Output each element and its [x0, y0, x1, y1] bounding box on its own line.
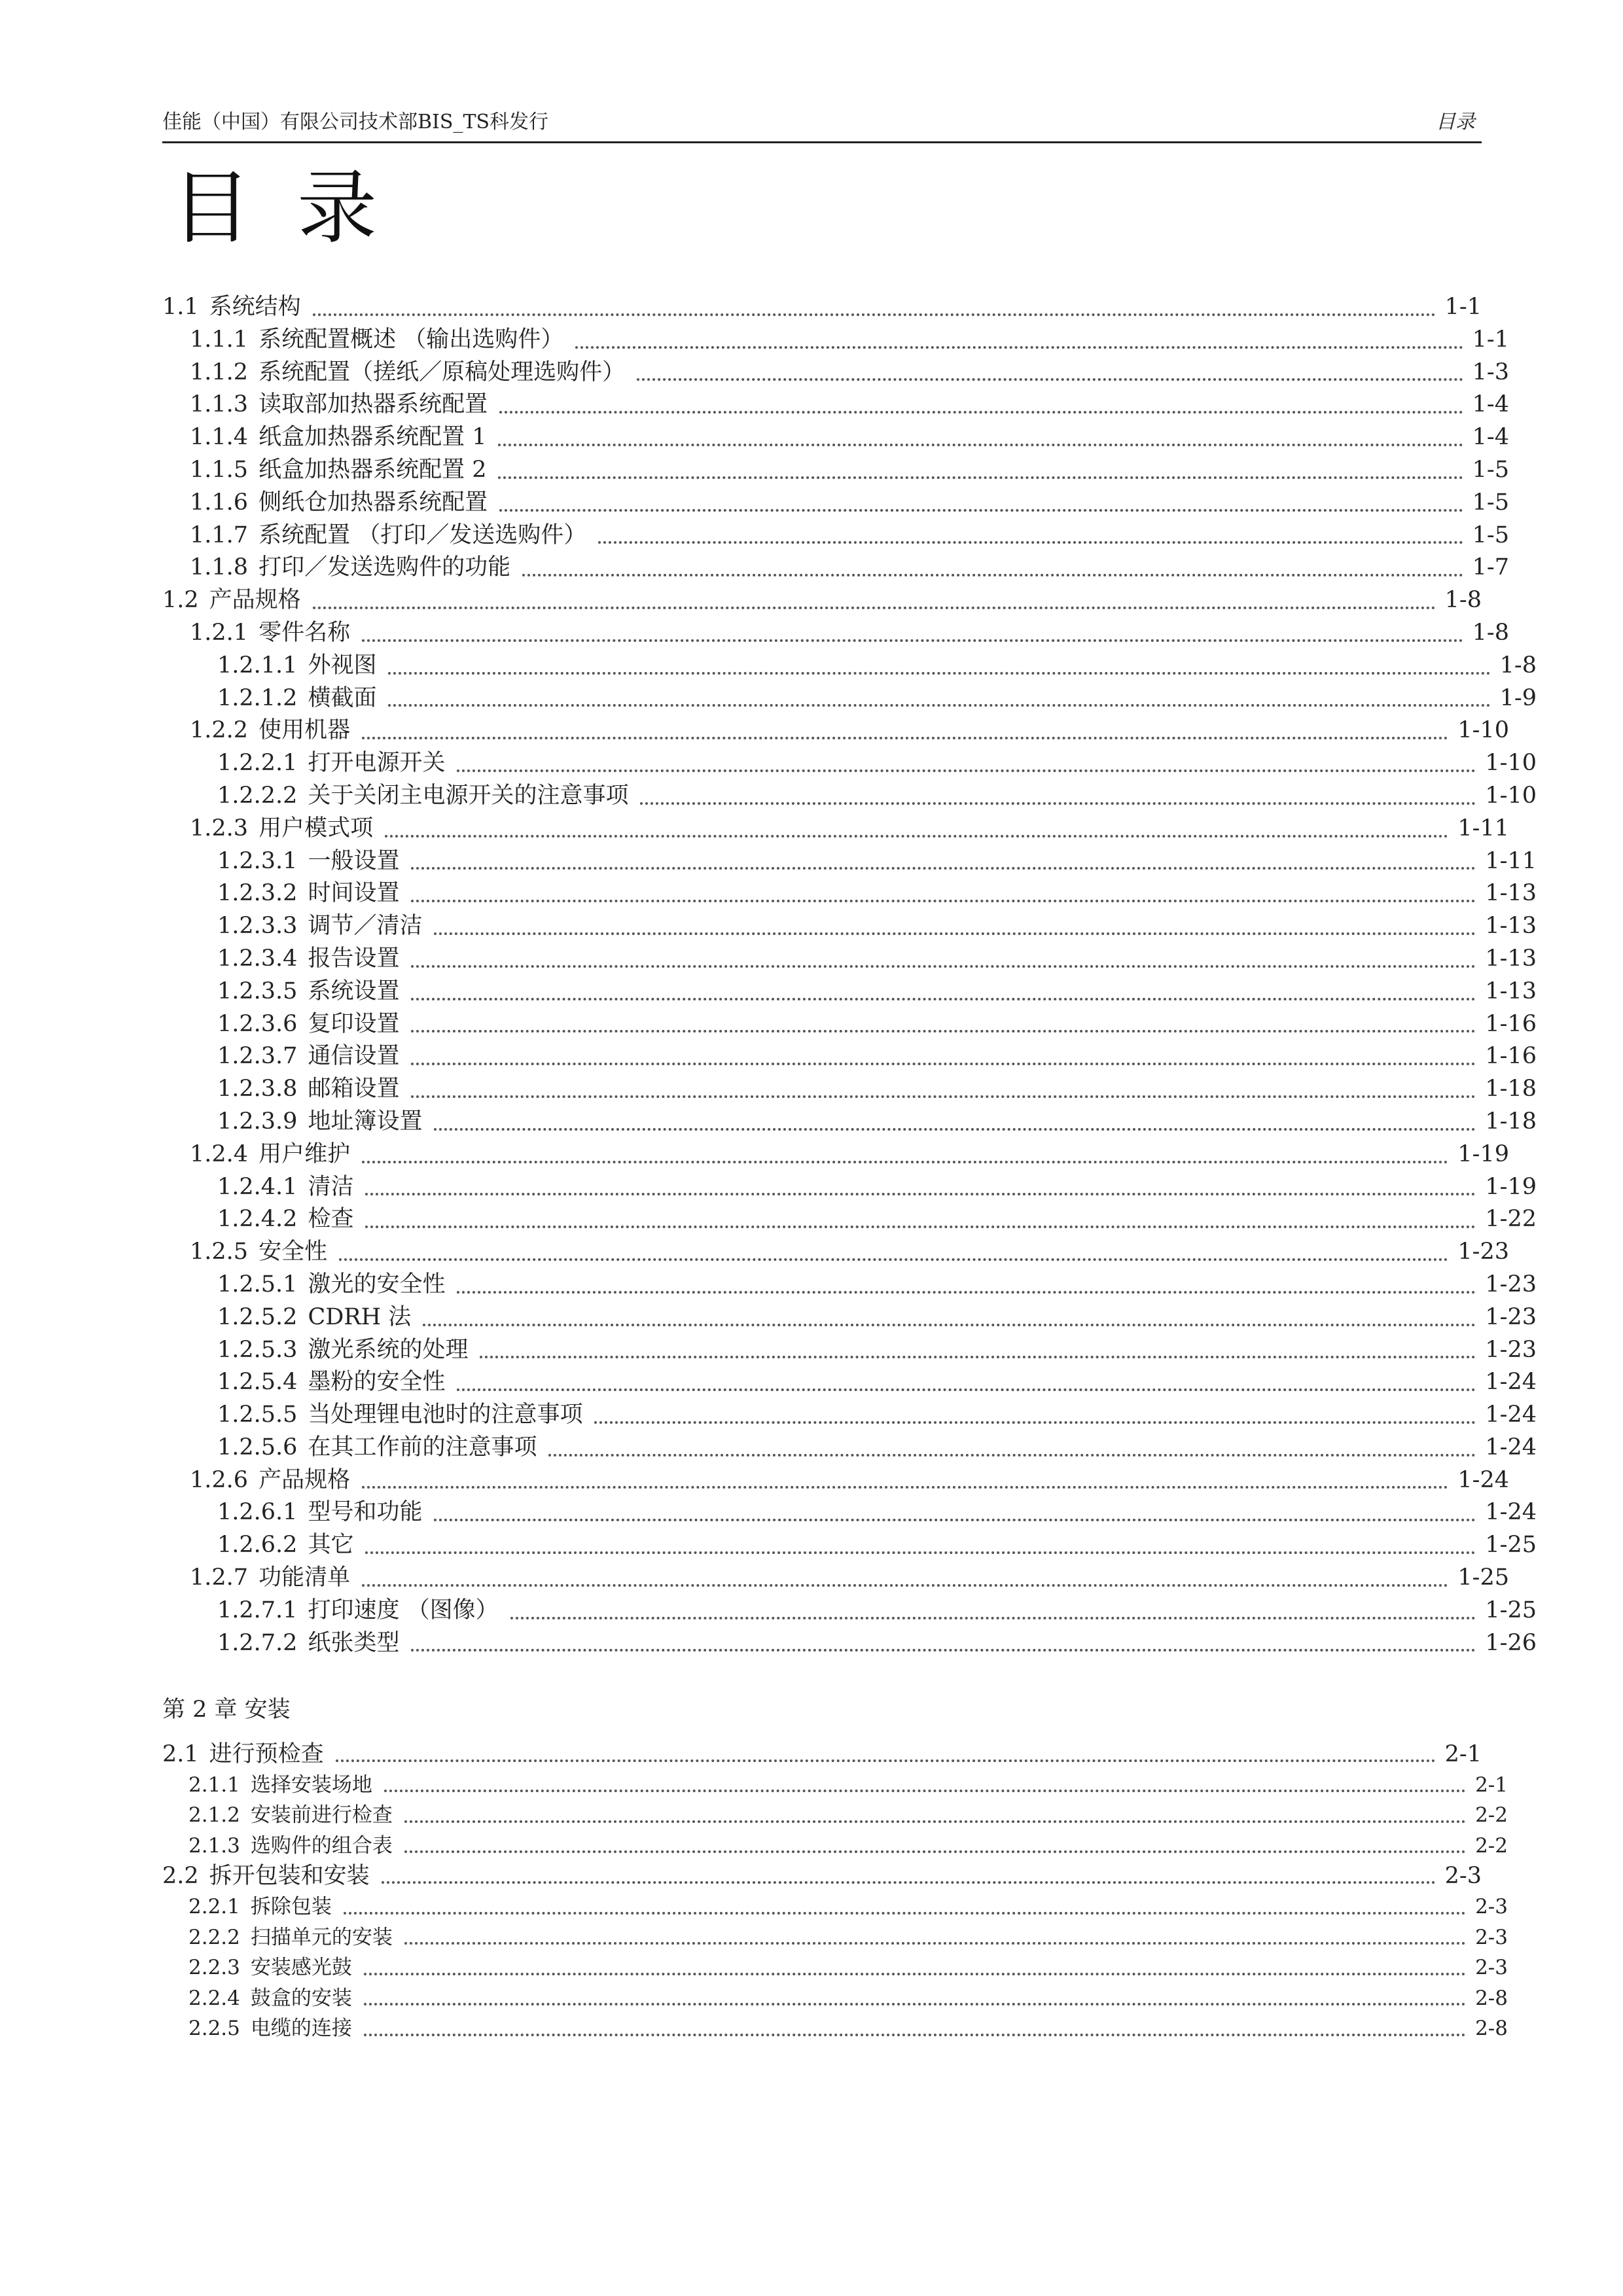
- toc-entry-number: 1.2.5.4: [217, 1369, 298, 1396]
- toc-dot-leader: [498, 444, 1463, 446]
- toc-entry-number: 1.2.5.3: [217, 1336, 298, 1363]
- toc-entry-number: 2.1: [162, 1741, 199, 1767]
- toc-entry[interactable]: [162, 715, 1509, 747]
- toc-dot-leader: [362, 1486, 1448, 1489]
- toc-entry-number: 1.1.1: [190, 326, 249, 353]
- toc-entry[interactable]: [162, 1366, 1537, 1399]
- toc-dot-leader: [364, 2003, 1466, 2005]
- toc-entry-page: 1-7: [1472, 554, 1509, 581]
- toc-dot-leader: [434, 1519, 1476, 1521]
- toc-entry-number: 1.1.6: [190, 489, 249, 516]
- toc-entry-number: 1.2.4.2: [217, 1206, 298, 1233]
- toc-entry-title: 纸盒加热器系统配置 1: [259, 424, 487, 451]
- toc-entry[interactable]: [162, 1529, 1537, 1562]
- toc-entry[interactable]: [162, 877, 1537, 910]
- toc-entry[interactable]: [162, 2013, 1508, 2044]
- toc-entry-title: 选购件的组合表: [250, 1833, 393, 1858]
- toc-entry-title: 侧纸仓加热器系统配置: [259, 489, 488, 516]
- toc-entry-page: 1-22: [1485, 1206, 1537, 1233]
- toc-entry-number: 1.2.4.1: [217, 1173, 298, 1200]
- toc-dot-leader: [480, 1356, 1476, 1358]
- toc-entry-title: 系统配置（搓纸／原稿处理选购件）: [259, 359, 626, 385]
- page-title: 目录: [171, 162, 423, 255]
- toc-dot-leader: [637, 378, 1463, 381]
- toc-dot-leader: [499, 509, 1463, 512]
- toc-chapter-1: [162, 291, 1537, 1659]
- toc-entry-number: 1.2.2: [190, 717, 249, 744]
- toc-entry-title: 型号和功能: [308, 1499, 423, 1526]
- toc-entry[interactable]: [162, 1236, 1509, 1269]
- toc-entry-page: 1-5: [1472, 489, 1509, 516]
- toc-entry-title: 系统设置: [308, 978, 400, 1004]
- toc-entry-number: 1.2.5: [190, 1239, 249, 1265]
- toc-entry[interactable]: [162, 1831, 1508, 1862]
- toc-entry-page: 1-8: [1444, 587, 1482, 614]
- toc-entry-number: 1.1: [162, 294, 199, 320]
- header-publisher: 佳能（中国）有限公司技术部BIS_TS科发行: [162, 111, 549, 133]
- toc-chapter-2: [162, 1739, 1508, 2044]
- toc-dot-leader: [313, 313, 1436, 316]
- toc-entry-page: 1-24: [1485, 1499, 1537, 1526]
- toc-entry[interactable]: [162, 584, 1482, 617]
- toc-entry-page: 1-18: [1485, 1076, 1537, 1103]
- toc-entry-title: 安全性: [259, 1239, 328, 1265]
- toc-entry-title: 产品规格: [209, 587, 301, 614]
- toc-entry-number: 1.2.5.2: [217, 1303, 298, 1330]
- toc-entry-title: 进行预检查: [209, 1741, 324, 1767]
- toc-dot-leader: [336, 1759, 1436, 1762]
- toc-entry[interactable]: [162, 1464, 1509, 1497]
- toc-dot-leader: [344, 1912, 1466, 1915]
- toc-entry-number: 2.1.2: [188, 1803, 240, 1828]
- toc-dot-leader: [365, 1193, 1476, 1195]
- toc-entry-number: 1.2.3.1: [217, 847, 298, 874]
- toc-dot-leader: [457, 1291, 1476, 1294]
- toc-dot-leader: [313, 607, 1436, 609]
- toc-dot-leader: [411, 1063, 1476, 1065]
- toc-entry[interactable]: [162, 650, 1537, 682]
- toc-entry-page: 2-3: [1475, 1956, 1508, 1980]
- toc-entry-page: 1-11: [1485, 847, 1537, 874]
- toc-dot-leader: [423, 1324, 1476, 1326]
- toc-entry-title: 激光系统的处理: [308, 1336, 469, 1363]
- toc-entry-title: 当处理锂电池时的注意事项: [308, 1402, 583, 1428]
- toc-entry-number: 1.2.3.4: [217, 945, 298, 972]
- toc-entry-number: 2.2.1: [188, 1894, 240, 1918]
- toc-entry-page: 1-3: [1472, 359, 1509, 385]
- toc-entry-page: 2-3: [1444, 1863, 1482, 1890]
- toc-entry-page: 1-25: [1485, 1532, 1537, 1559]
- toc-dot-leader: [365, 1551, 1476, 1554]
- toc-entry-number: 1.1.4: [190, 424, 249, 451]
- toc-entry-title: 打印／发送选购件的功能: [259, 554, 511, 581]
- toc-dot-leader: [411, 1649, 1476, 1651]
- toc-entry[interactable]: [162, 1800, 1508, 1831]
- toc-dot-leader: [498, 476, 1463, 479]
- toc-entry-number: 1.2.3: [190, 815, 249, 841]
- toc-entry-page: 2-2: [1475, 1833, 1508, 1858]
- toc-dot-leader: [411, 867, 1476, 870]
- toc-entry-page: 1-13: [1485, 945, 1537, 972]
- toc-entry-page: 1-13: [1485, 880, 1537, 907]
- toc-entry-number: 1.2.1.1: [217, 652, 298, 679]
- toc-entry-page: 1-16: [1485, 1010, 1537, 1037]
- toc-entry-page: 1-23: [1485, 1336, 1537, 1363]
- toc-dot-leader: [385, 835, 1448, 838]
- toc-dot-leader: [362, 1161, 1448, 1163]
- toc-entry-number: 1.2.3.6: [217, 1010, 298, 1037]
- toc-dot-leader: [364, 1973, 1466, 1975]
- toc-entry[interactable]: [162, 1073, 1537, 1106]
- toc-entry-title: 地址簿设置: [308, 1108, 423, 1135]
- toc-dot-leader: [457, 1388, 1476, 1391]
- toc-entry[interactable]: [162, 520, 1509, 552]
- header-section-name: 目录: [1436, 111, 1475, 133]
- toc-entry[interactable]: [162, 682, 1537, 715]
- toc-entry[interactable]: [162, 1334, 1537, 1367]
- toc-entry[interactable]: [162, 487, 1509, 520]
- toc-dot-leader: [548, 1454, 1476, 1457]
- toc-entry-number: 1.2.6.2: [217, 1532, 298, 1559]
- toc-entry-page: 2-3: [1475, 1925, 1508, 1949]
- toc-entry-page: 1-16: [1485, 1043, 1537, 1070]
- toc-entry-page: 2-1: [1444, 1741, 1482, 1767]
- toc-entry-number: 1.1.2: [190, 359, 249, 385]
- toc-entry[interactable]: [162, 389, 1509, 421]
- toc-entry-page: 1-23: [1457, 1239, 1509, 1265]
- toc-dot-leader: [404, 1850, 1466, 1853]
- toc-dot-leader: [510, 1617, 1476, 1619]
- toc-entry-page: 1-10: [1485, 750, 1537, 777]
- toc-entry-number: 1.1.7: [190, 521, 249, 548]
- toc-entry-title: 选择安装场地: [250, 1773, 372, 1797]
- toc-dot-leader: [384, 1790, 1466, 1792]
- toc-entry[interactable]: [162, 910, 1537, 943]
- toc-dot-leader: [598, 541, 1463, 544]
- toc-entry-title: 关于关闭主电源开关的注意事项: [308, 782, 629, 809]
- toc-entry-number: 1.2: [162, 587, 199, 614]
- toc-entry-number: 1.1.5: [190, 456, 249, 483]
- toc-entry-title: 时间设置: [308, 880, 400, 907]
- toc-entry[interactable]: [162, 845, 1537, 878]
- toc-entry[interactable]: [162, 747, 1537, 780]
- toc-entry-page: 1-18: [1485, 1108, 1537, 1135]
- toc-entry[interactable]: [162, 617, 1509, 650]
- toc-entry[interactable]: [162, 976, 1537, 1008]
- toc-entry[interactable]: [162, 1595, 1537, 1627]
- toc-dot-leader: [640, 802, 1476, 805]
- toc-entry-number: 1.2.2.2: [217, 782, 298, 809]
- toc-entry-number: 1.2.3.8: [217, 1076, 298, 1103]
- toc-entry-number: 1.2.5.5: [217, 1402, 298, 1428]
- toc-entry-title: 邮箱设置: [308, 1076, 400, 1103]
- toc-entry-number: 1.2.7.2: [217, 1629, 298, 1656]
- toc-entry-title: 产品规格: [259, 1466, 351, 1493]
- toc-dot-leader: [362, 639, 1463, 642]
- toc-entry-page: 2-8: [1475, 2017, 1508, 2041]
- toc-entry[interactable]: [162, 454, 1509, 487]
- toc-dot-leader: [411, 998, 1476, 1000]
- toc-entry-number: 1.2.6: [190, 1466, 249, 1493]
- toc-dot-leader: [382, 1881, 1436, 1884]
- toc-dot-leader: [522, 574, 1463, 576]
- toc-dot-leader: [411, 1030, 1476, 1033]
- toc-entry-title: 系统配置 （打印／发送选购件）: [259, 521, 587, 548]
- toc-entry-number: 1.2.3.7: [217, 1043, 298, 1070]
- toc-dot-leader: [499, 411, 1463, 414]
- toc-entry[interactable]: [162, 552, 1509, 584]
- toc-entry[interactable]: [162, 1106, 1537, 1139]
- toc-entry-page: 1-11: [1457, 815, 1509, 841]
- toc-entry[interactable]: [162, 1008, 1537, 1041]
- toc-entry-title: 零件名称: [259, 619, 351, 646]
- toc-entry[interactable]: [162, 324, 1509, 357]
- toc-entry-page: 1-1: [1472, 326, 1509, 353]
- toc-dot-leader: [404, 1942, 1466, 1945]
- toc-dot-leader: [388, 672, 1490, 675]
- toc-entry-title: 系统配置概述 （输出选购件）: [259, 326, 564, 353]
- toc-entry-page: 2-3: [1475, 1894, 1508, 1918]
- toc-entry-title: 一般设置: [308, 847, 400, 874]
- toc-entry[interactable]: [162, 1983, 1508, 2014]
- toc-entry[interactable]: [162, 1627, 1537, 1660]
- toc-dot-leader: [434, 1128, 1476, 1131]
- toc-entry-title: 安装感光鼓: [250, 1956, 352, 1980]
- toc-dot-leader: [339, 1258, 1448, 1261]
- toc-entry-number: 1.2.3.2: [217, 880, 298, 907]
- toc-entry-page: 1-25: [1485, 1597, 1537, 1623]
- toc-entry-number: 1.2.3.3: [217, 913, 298, 940]
- toc-entry-page: 1-10: [1485, 782, 1537, 809]
- toc-entry-number: 1.2.5.6: [217, 1434, 298, 1460]
- toc-entry-title: 横截面: [308, 684, 377, 711]
- toc-entry-number: 1.1.8: [190, 554, 249, 581]
- toc-entry-number: 2.2.4: [188, 1986, 240, 2010]
- toc-entry-number: 1.2.6.1: [217, 1499, 298, 1526]
- toc-entry-page: 1-10: [1457, 717, 1509, 744]
- toc-entry[interactable]: [162, 1171, 1537, 1204]
- toc-dot-leader: [411, 1095, 1476, 1098]
- toc-entry[interactable]: [162, 291, 1482, 324]
- toc-entry[interactable]: [162, 1040, 1537, 1073]
- toc-entry-page: 2-1: [1475, 1773, 1508, 1797]
- toc-dot-leader: [457, 769, 1476, 772]
- toc-entry-page: 1-24: [1457, 1466, 1509, 1493]
- toc-entry-title: 检查: [308, 1206, 354, 1233]
- toc-entry-page: 1-5: [1472, 456, 1509, 483]
- toc-entry-title: 墨粉的安全性: [308, 1369, 446, 1396]
- toc-entry-title: 电缆的连接: [250, 2017, 352, 2041]
- toc-entry-number: 1.2.7: [190, 1564, 249, 1591]
- toc-entry-number: 1.2.3.5: [217, 978, 298, 1004]
- toc-entry-number: 2.2.3: [188, 1956, 240, 1980]
- toc-dot-leader: [404, 1820, 1466, 1823]
- toc-entry-title: 鼓盒的安装: [250, 1986, 352, 2010]
- toc-entry-title: 扫描单元的安装: [250, 1925, 393, 1949]
- toc-entry-page: 1-4: [1472, 424, 1509, 451]
- page-header: [162, 107, 1482, 137]
- toc-entry-number: 1.2.1.2: [217, 684, 298, 711]
- toc-entry-page: 1-13: [1485, 978, 1537, 1004]
- toc-entry-number: 1.2.2.1: [217, 750, 298, 777]
- toc-entry-number: 1.2.4: [190, 1140, 249, 1167]
- toc-entry[interactable]: [162, 1892, 1508, 1922]
- toc-entry-title: 用户维护: [259, 1140, 351, 1167]
- toc-entry-title: 安装前进行检查: [250, 1803, 393, 1828]
- toc-entry-page: 1-23: [1485, 1271, 1537, 1298]
- toc-entry[interactable]: [162, 1301, 1537, 1334]
- toc-entry-page: 1-9: [1499, 684, 1537, 711]
- toc-entry-page: 2-8: [1475, 1986, 1508, 2010]
- toc-entry-title: 报告设置: [308, 945, 400, 972]
- toc-entry-page: 1-5: [1472, 521, 1509, 548]
- chapter-2-heading: 第 2 章 安装: [162, 1697, 291, 1723]
- toc-entry[interactable]: [162, 943, 1537, 976]
- toc-dot-leader: [362, 1584, 1448, 1587]
- toc-entry-title: 调节／清洁: [308, 913, 423, 940]
- toc-entry-page: 1-8: [1499, 652, 1537, 679]
- toc-entry-title: 纸张类型: [308, 1629, 400, 1656]
- toc-dot-leader: [362, 737, 1448, 739]
- toc-entry-number: 2.2.2: [188, 1925, 240, 1949]
- toc-entry-title: 外视图: [308, 652, 377, 679]
- toc-entry[interactable]: [162, 1952, 1508, 1983]
- toc-entry-number: 2.1.1: [188, 1773, 240, 1797]
- toc-entry-number: 2.2.5: [188, 2017, 240, 2041]
- toc-entry-page: 1-23: [1485, 1303, 1537, 1330]
- toc-entry[interactable]: [162, 780, 1537, 813]
- toc-entry-number: 1.2.3.9: [217, 1108, 298, 1135]
- toc-entry-number: 1.2.1: [190, 619, 249, 646]
- toc-entry[interactable]: [162, 813, 1509, 845]
- toc-entry[interactable]: [162, 1432, 1537, 1464]
- toc-entry[interactable]: [162, 1770, 1508, 1801]
- toc-entry-title: 其它: [308, 1532, 354, 1559]
- toc-entry-title: CDRH 法: [308, 1303, 412, 1330]
- toc-entry-title: 清洁: [308, 1173, 354, 1200]
- toc-entry-number: 1.2.5.1: [217, 1271, 298, 1298]
- toc-entry-page: 1-13: [1485, 913, 1537, 940]
- toc-entry[interactable]: [162, 1922, 1508, 1953]
- toc-entry-title: 拆除包装: [250, 1894, 332, 1918]
- toc-entry[interactable]: [162, 421, 1509, 454]
- toc-entry-page: 2-2: [1475, 1803, 1508, 1828]
- toc-entry-title: 复印设置: [308, 1010, 400, 1037]
- toc-entry-page: 1-19: [1457, 1140, 1509, 1167]
- toc-entry-title: 拆开包装和安装: [209, 1863, 370, 1890]
- toc-entry-title: 系统结构: [209, 294, 301, 320]
- toc-entry-page: 1-1: [1444, 294, 1482, 320]
- toc-entry[interactable]: [162, 1139, 1509, 1171]
- toc-entry-page: 1-19: [1485, 1173, 1537, 1200]
- toc-dot-leader: [575, 346, 1463, 349]
- toc-dot-leader: [434, 932, 1476, 935]
- toc-entry[interactable]: [162, 1269, 1537, 1301]
- toc-entry-title: 功能清单: [259, 1564, 351, 1591]
- toc-entry-title: 激光的安全性: [308, 1271, 446, 1298]
- toc-entry-page: 1-26: [1485, 1629, 1537, 1656]
- toc-entry-title: 读取部加热器系统配置: [259, 391, 488, 418]
- toc-dot-leader: [388, 704, 1490, 707]
- toc-entry-page: 1-25: [1457, 1564, 1509, 1591]
- toc-entry-title: 用户模式项: [259, 815, 374, 841]
- toc-entry-page: 1-24: [1485, 1402, 1537, 1428]
- toc-dot-leader: [364, 2034, 1466, 2036]
- toc-entry[interactable]: [162, 1739, 1482, 1770]
- toc-entry-page: 1-4: [1472, 391, 1509, 418]
- toc-entry-title: 打印速度 （图像）: [308, 1597, 499, 1623]
- toc-entry[interactable]: [162, 1861, 1482, 1892]
- toc-entry[interactable]: [162, 1496, 1537, 1529]
- toc-entry[interactable]: [162, 357, 1509, 389]
- toc-entry-title: 通信设置: [308, 1043, 400, 1070]
- toc-dot-leader: [411, 965, 1476, 968]
- toc-entry[interactable]: [162, 1562, 1509, 1595]
- toc-entry-number: 2.2: [162, 1863, 199, 1890]
- toc-entry-page: 1-24: [1485, 1369, 1537, 1396]
- toc-entry-title: 纸盒加热器系统配置 2: [259, 456, 487, 483]
- toc-entry-title: 使用机器: [259, 717, 351, 744]
- toc-dot-leader: [411, 900, 1476, 902]
- toc-entry[interactable]: [162, 1203, 1537, 1236]
- toc-entry-number: 2.1.3: [188, 1833, 240, 1858]
- toc-entry-title: 在其工作前的注意事项: [308, 1434, 537, 1460]
- toc-entry-number: 1.1.3: [190, 391, 249, 418]
- toc-dot-leader: [594, 1421, 1476, 1424]
- toc-entry-number: 1.2.7.1: [217, 1597, 298, 1623]
- header-rule: [162, 141, 1482, 143]
- toc-dot-leader: [365, 1226, 1476, 1228]
- toc-entry[interactable]: [162, 1399, 1537, 1432]
- toc-entry-title: 打开电源开关: [308, 750, 446, 777]
- toc-entry-page: 1-24: [1485, 1434, 1537, 1460]
- toc-entry-page: 1-8: [1472, 619, 1509, 646]
